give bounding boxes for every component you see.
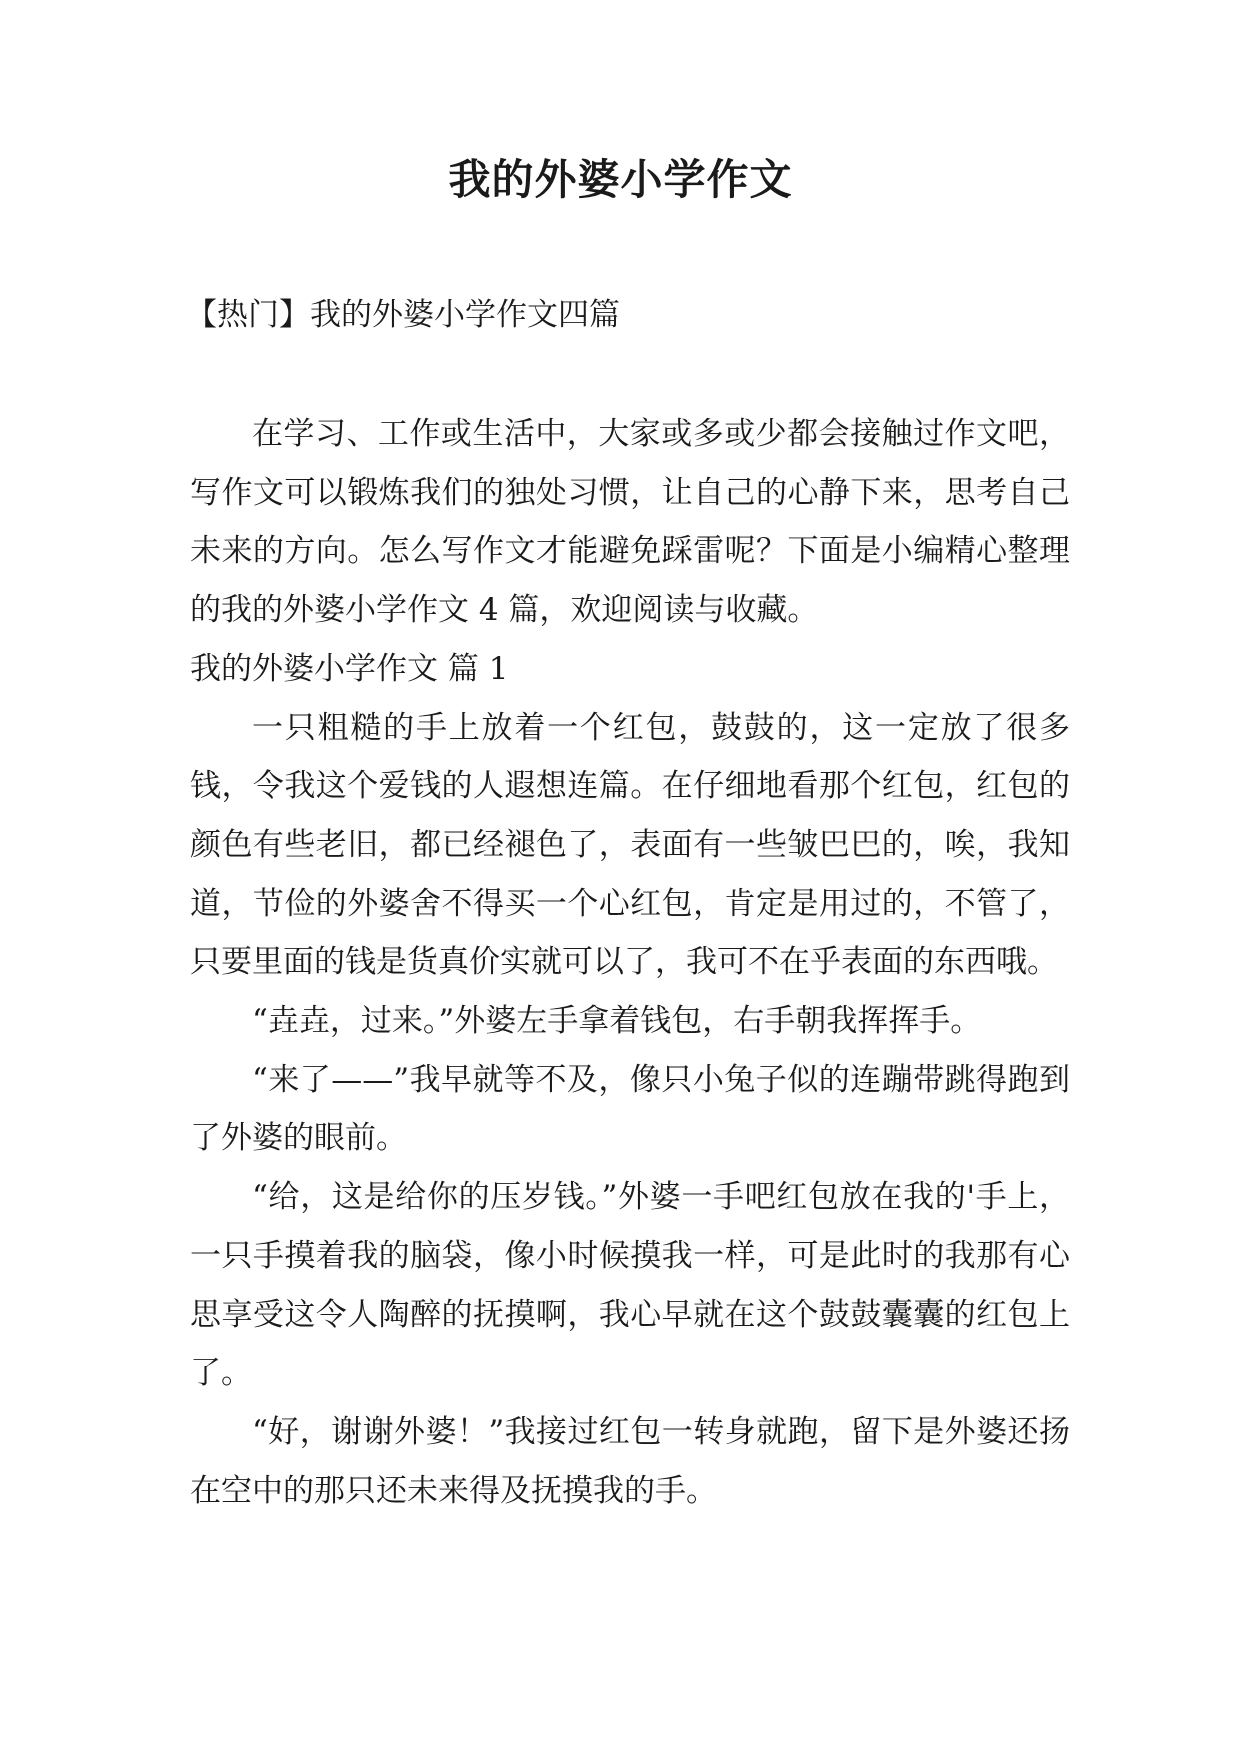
intro-paragraph: 在学习、工作或生活中，大家或多或少都会接触过作文吧，写作文可以锻炼我们的独处习惯，让自己的心静下来，思考自己未来的方向。怎么写作文才能避免踩雷呢？下面是小编精心整理的我的外婆小学作文 4 篇，欢迎阅读与收藏。 <box>190 416 1070 629</box>
document-subtitle: 【热门】我的外婆小学作文四篇 <box>186 297 620 333</box>
body-paragraph: “好，谢谢外婆！”我接过红包一转身就跑，留下是外婆还扬在空中的那只还未来得及抚摸我的手。 <box>190 1413 1070 1509</box>
document-body <box>190 405 1070 1520</box>
body-paragraph: “给，这是给你的压岁钱。”外婆一手吧红包放在我的'手上，一只手摸着我的脑袋，像小时候摸我一样，可是此时的我那有心思享受这令人陶醉的抚摸啊，我心早就在这个鼓鼓囊囊的红包上了。 <box>190 1179 1070 1392</box>
body-paragraph: “垚垚，过来。”外婆左手拿着钱包，右手朝我挥挥手。 <box>252 1003 982 1040</box>
section-heading: 我的外婆小学作文 篇 1 <box>190 650 509 687</box>
document-title: 我的外婆小学作文 <box>448 155 793 204</box>
body-paragraph: 一只粗糙的手上放着一个红包，鼓鼓的，这一定放了很多钱，令我这个爱钱的人遐想连篇。在仔细地看那个红包，红包的颜色有些老旧，都已经褪色了，表面有一些皱巴巴的，唉，我知道，节俭的外婆舍不得买一个心红包，肯定是用过的，不管了，只要里面的钱是货真价实就可以了，我可不在乎表面的东西哦。 <box>190 709 1070 981</box>
body-paragraph: “来了——”我早就等不及，像只小兔子似的连蹦带跳得跑到了外婆的眼前。 <box>190 1061 1070 1157</box>
